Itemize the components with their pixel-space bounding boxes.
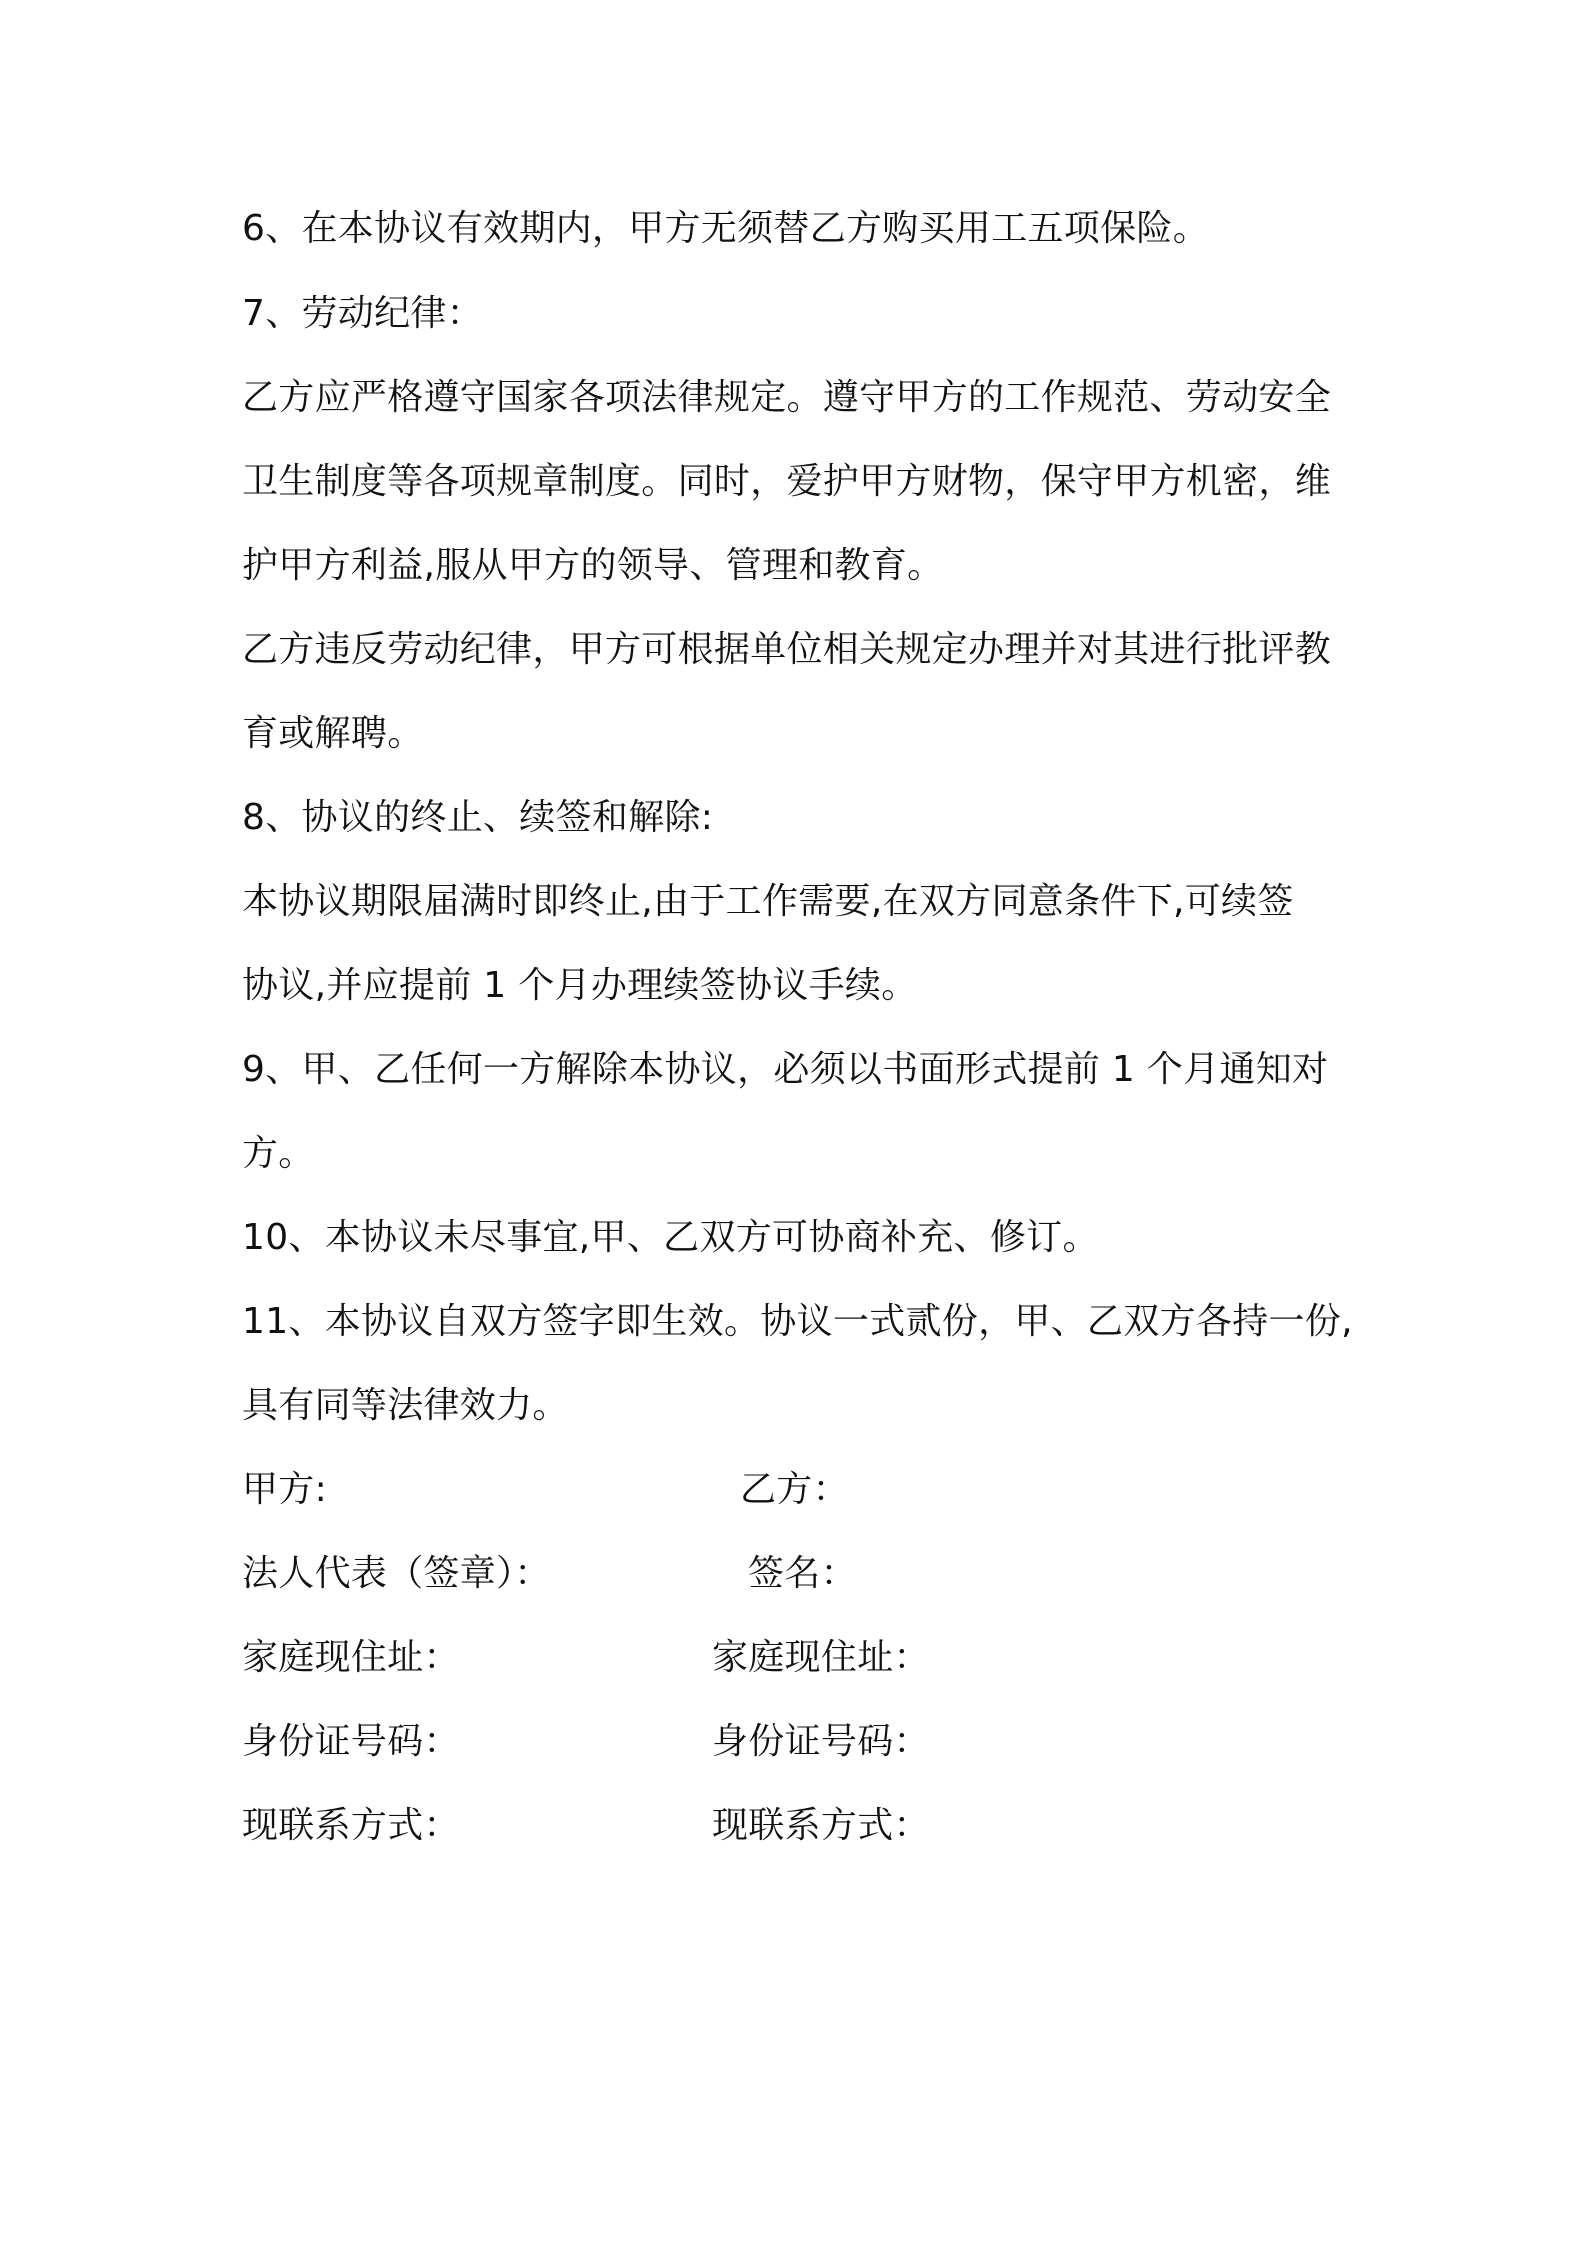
party-b-address-label: 家庭现住址： xyxy=(712,1637,930,1678)
party-b-label: 乙方： xyxy=(740,1469,849,1510)
clause-7-text-line-3: 护甲方利益,服从甲方的领导、管理和教育。 xyxy=(242,545,944,586)
clause-11-line-1: 11、本协议自双方签字即生效。协议一式贰份，甲、乙双方各持一份, xyxy=(242,1301,1353,1342)
clause-10: 10、本协议未尽事宜,甲、乙双方可协商补充、修订。 xyxy=(242,1217,1099,1258)
clause-11-line-2: 具有同等法律效力。 xyxy=(242,1385,569,1426)
party-a-contact-label: 现联系方式： xyxy=(242,1805,460,1846)
clause-7-text-line-1: 乙方应严格遵守国家各项法律规定。遵守甲方的工作规范、劳动安全 xyxy=(242,377,1332,418)
party-b-contact-label: 现联系方式： xyxy=(712,1805,930,1846)
clause-8-text-line-1: 本协议期限届满时即终止,由于工作需要,在双方同意条件下,可续签 xyxy=(242,881,1294,922)
party-a-id-label: 身份证号码： xyxy=(242,1721,460,1762)
clause-7-text-line-2: 卫生制度等各项规章制度。同时，爱护甲方财物，保守甲方机密，维 xyxy=(242,461,1332,502)
clause-6: 6、在本协议有效期内，甲方无须替乙方购买用工五项保险。 xyxy=(242,208,1210,249)
clause-9-line-1: 9、甲、乙任何一方解除本协议，必须以书面形式提前 1 个月通知对 xyxy=(242,1049,1329,1090)
clause-7-text-line-5: 育或解聘。 xyxy=(242,713,424,754)
party-a-address-label: 家庭现住址： xyxy=(242,1637,460,1678)
party-a-label: 甲方: xyxy=(242,1469,328,1510)
clause-8-text-line-2: 协议,并应提前 1 个月办理续签协议手续。 xyxy=(242,965,918,1006)
clause-7-text-line-4: 乙方违反劳动纪律，甲方可根据单位相关规定办理并对其进行批评教 xyxy=(242,629,1332,670)
clause-9-line-2: 方。 xyxy=(242,1133,315,1174)
clause-8-heading: 8、协议的终止、续签和解除: xyxy=(242,797,714,838)
legal-representative-label: 法人代表（签章）： xyxy=(242,1553,551,1594)
party-b-signature-label: 签名： xyxy=(748,1553,857,1594)
clause-7-heading: 7、劳动纪律： xyxy=(242,293,484,334)
party-b-id-label: 身份证号码： xyxy=(712,1721,930,1762)
